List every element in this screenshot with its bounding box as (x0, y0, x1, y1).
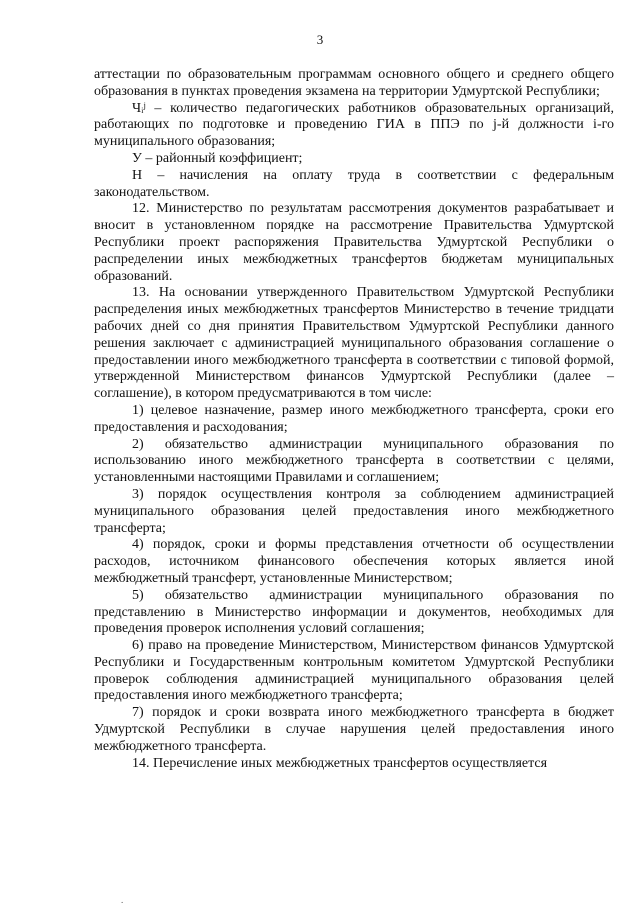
list-item-2: 2) обязательство администрации муниципального образования по использованию иного межбюджетного трансферта в соответствии с целями, установленными настоящими Правилами и соглашением; (94, 436, 614, 486)
page-number: 3 (316, 32, 324, 47)
list-item-7: 7) порядок и сроки возврата иного межбюджетного трансферта в бюджет Удмуртской Республики в случае нарушения целей предоставления иного межбюджетного трансферта. (94, 705, 614, 754)
paragraph-12: 12. Министерство по результатам рассмотрения документов разрабатывает и вносит в установленном порядке на рассмотрение Правительства Удмуртской Республики проект распоряжения Правительства Удмуртской Республики о распределении иных межбюджетных трансфертов бюджетам муниципальных образований. (94, 201, 614, 284)
list-item-5: 5) обязательство администрации муниципального образования по представлению в Министерство информации и документов, необходимых для проведения проверок исполнения условий соглашения; (94, 587, 614, 637)
paragraph-13: 13. На основании утвержденного Правительством Удмуртской Республики распределения иных межбюджетных трансфертов Министерство в течение тридцати рабочих дней со дня принятия Правительством Удмуртской Республики данного решения заключает с администрацией муниципального образования соглашение о предоставлении иного межбюджетного трансферта в соответствии с типовой формой, утвержденной Министерством финансов Удмуртской Республики (далее – соглашение), в котором предусматриваются в том числе: (94, 285, 614, 402)
list-item-6: 6) право на проведение Министерством, Министерством финансов Удмуртской Республики и Государственным контрольным комитетом Удмуртской Республики проверок соблюдения администрацией муниципального образования целей предоставления иного межбюджетного трансферта; (94, 638, 614, 704)
document-body (94, 67, 614, 772)
stray-mark: . (121, 895, 124, 905)
list-item-4: 4) порядок, сроки и формы представления отчетности об осуществлении расходов, источником финансового обеспечения которых является иной межбюджетный трансферт, установленные Министерством; (94, 537, 614, 586)
paragraph-continuation: аттестации по образовательным программам основного общего и среднего общего образования в пунктах проведения экзамена на территории Удмуртской Республики; (94, 67, 614, 99)
paragraph-variable-ch: Чᵢʲ – количество педагогических работников образовательных организаций, работающих по подготовке и проведению ГИА в ППЭ по j-й должности i-го муниципального образования; (94, 100, 614, 150)
paragraph-variable-n: Н – начисления на оплату труда в соответствии с федеральным законодательством. (94, 167, 614, 200)
paragraph-variable-u: У – районный коэффициент; (132, 150, 303, 166)
list-item-3: 3) порядок осуществления контроля за соблюдением администрацией муниципального образования целей предоставления иного межбюджетного трансферта; (94, 486, 614, 536)
paragraph-14: 14. Перечисление иных межбюджетных трансфертов осуществляется (132, 755, 548, 771)
list-item-1: 1) целевое назначение, размер иного межбюджетного трансферта, сроки его предоставления и расходования; (94, 402, 614, 435)
